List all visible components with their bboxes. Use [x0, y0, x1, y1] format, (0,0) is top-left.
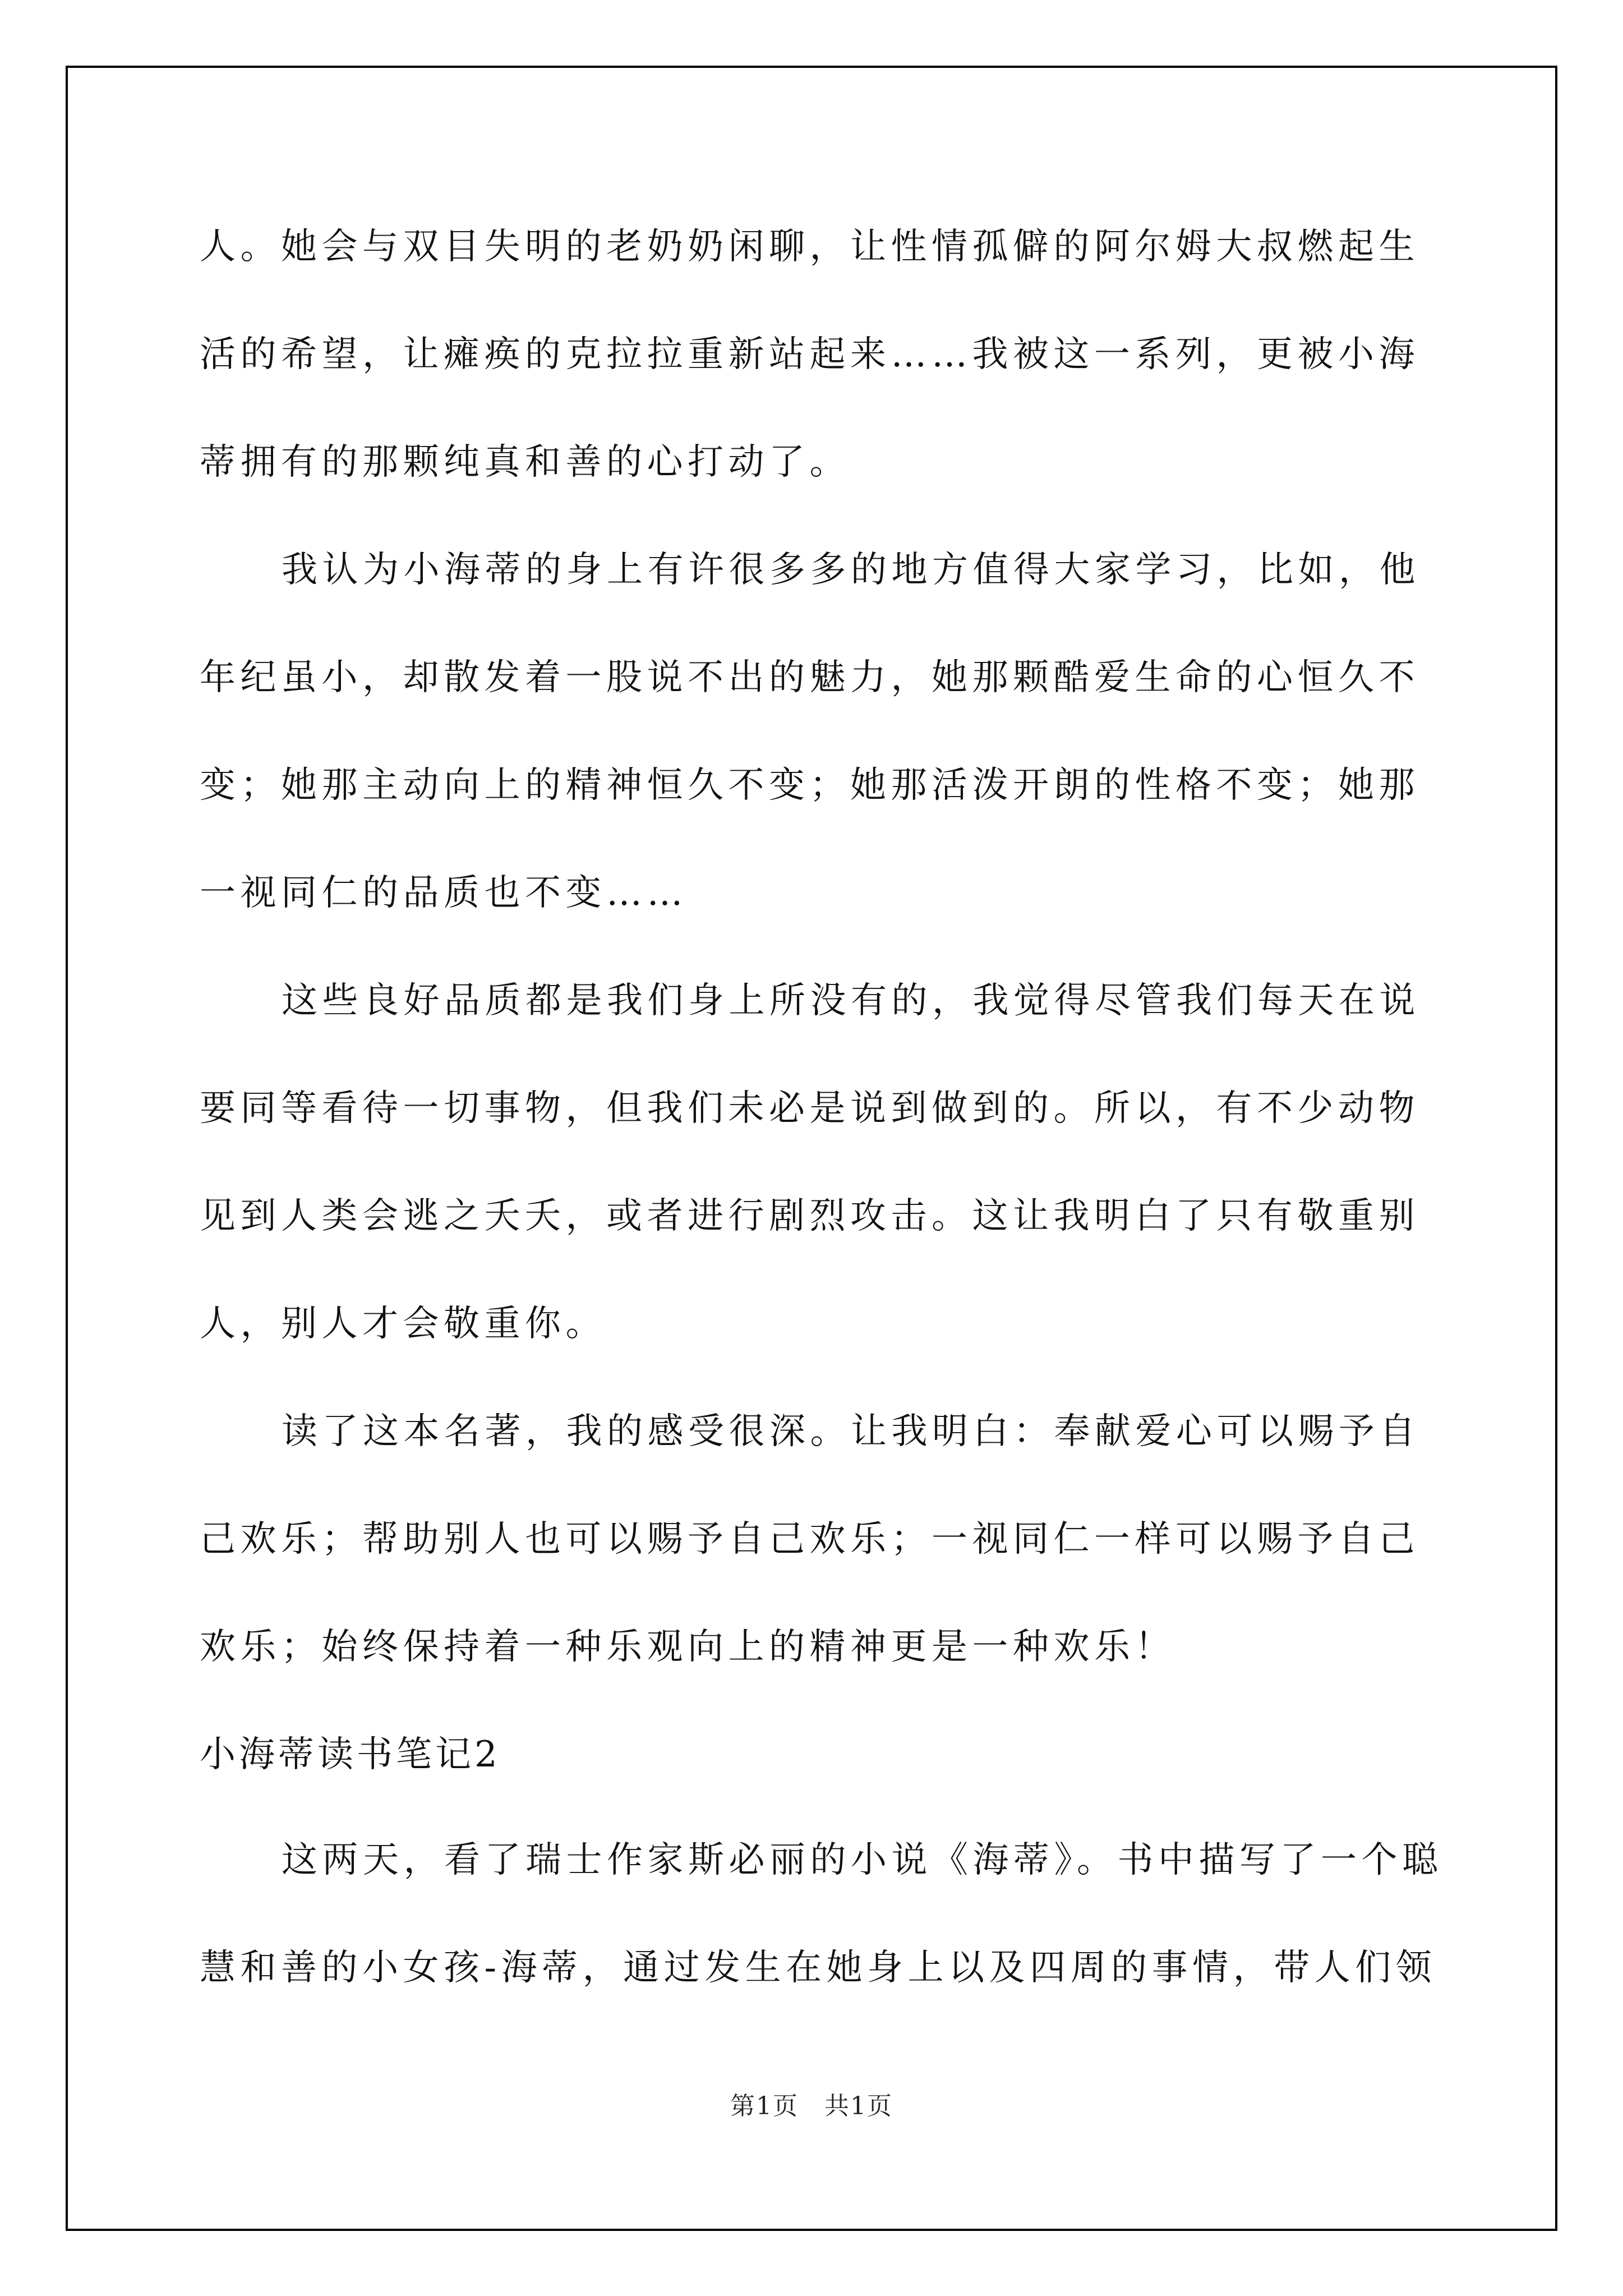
paragraph: [200, 1389, 1422, 1713]
text-line: 这些良好品质都是我们身上所没有的，我觉得尽管我们每天在说: [282, 980, 1420, 1022]
text-line: 见到人类会逃之夭夭，或者进行剧烈攻击。这让我明白了只有敬重别: [200, 1195, 1419, 1237]
text-line: 活的希望，让瘫痪的克拉拉重新站起来……我被这一系列，更被小海: [200, 334, 1419, 375]
text-line: 慧和善的小女孩-海蒂，通过发生在她身上以及四周的事情，带人们领: [200, 1947, 1437, 1989]
paragraph: [200, 205, 1422, 528]
text-line: 欢乐；始终保持着一种乐观向上的精神更是一种欢乐！: [200, 1626, 1175, 1668]
text-line: 一视同仁的品质也不变……: [200, 872, 688, 914]
text-line: 要同等看待一切事物，但我们未必是说到做到的。所以，有不少动物: [200, 1088, 1419, 1129]
section-heading: 小海蒂读书笔记2: [200, 1734, 501, 1775]
page-footer: 第1页 共1页: [730, 2092, 893, 2120]
text-line: 人。她会与双目失明的老奶奶闲聊，让性情孤僻的阿尔姆大叔燃起生: [200, 226, 1419, 268]
text-line: 蒂拥有的那颗纯真和善的心打动了。: [200, 441, 850, 483]
text-line: 我认为小海蒂的身上有许很多多的地方值得大家学习，比如，他: [282, 549, 1420, 591]
text-line: 这两天，看了瑞士作家斯必丽的小说《海蒂》。书中描写了一个聪: [282, 1839, 1443, 1881]
text-line: 人，别人才会敬重你。: [200, 1303, 606, 1345]
paragraph: [200, 528, 1422, 959]
text-line: 读了这本名著，我的感受很深。让我明白：奉献爱心可以赐予自: [282, 1411, 1420, 1452]
text-line: 年纪虽小，却散发着一股说不出的魅力，她那颗酷爱生命的心恒久不: [200, 657, 1419, 698]
document-body: [200, 205, 1443, 2033]
paragraph: [200, 1818, 1443, 2033]
text-line: 己欢乐；帮助别人也可以赐予自己欢乐；一视同仁一样可以赐予自己: [200, 1519, 1419, 1560]
paragraph: [200, 959, 1422, 1389]
text-line: 变；她那主动向上的精神恒久不变；她那活泼开朗的性格不变；她那: [200, 765, 1419, 806]
